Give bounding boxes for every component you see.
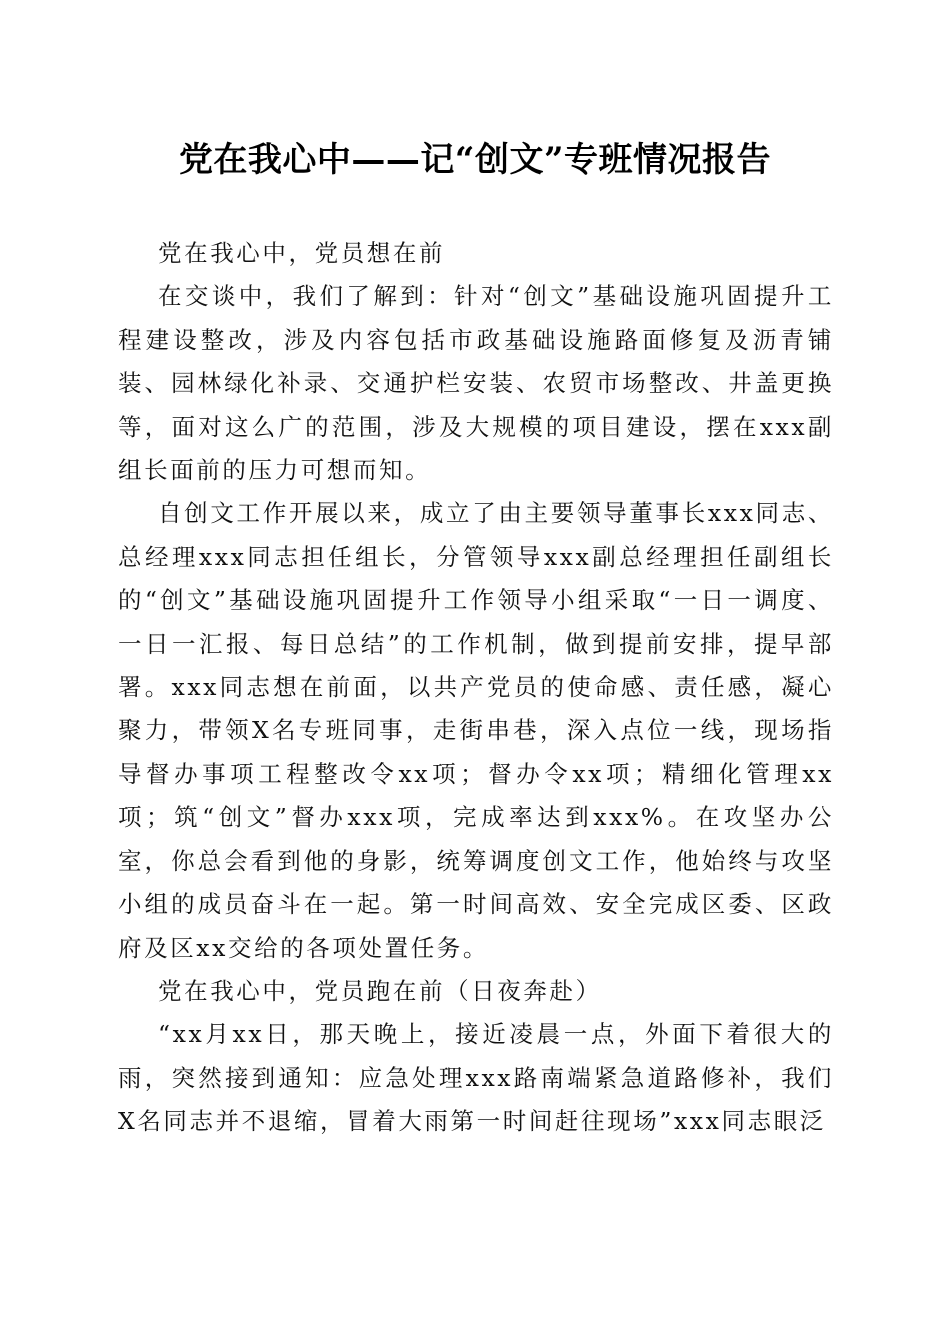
document-body bbox=[118, 232, 834, 1144]
paragraph-3: “xx月xx日，那天晚上，接近凌晨一点，外面下着很大的雨，突然接到通知：应急处理xxx路南端紧急道路修补，我们X名同志并不退缩，冒着大雨第一时间赶往现场”xxx同志眼泛 bbox=[118, 1020, 834, 1136]
document-title: 党在我心中——记“创文”专班情况报告 bbox=[178, 140, 772, 180]
section-heading-2: 党在我心中，党员跑在前（日夜奔赴） bbox=[158, 976, 602, 1005]
paragraph-1: 在交谈中，我们了解到：针对“创文”基础设施巩固提升工程建设整改，涉及内容包括市政基础设施路面修复及沥青铺装、园林绿化补录、交通护栏安装、农贸市场整改、井盖更换等，面对这么广的范围，涉及大规模的项目建设，摆在xxx副组长面前的压力可想而知。 bbox=[118, 282, 834, 485]
section-heading-1: 党在我心中，党员想在前 bbox=[158, 239, 446, 267]
paragraph-2: 自创文工作开展以来，成立了由主要领导董事长xxx同志、总经理xxx同志担任组长，分管领导xxx副总经理担任副组长的“创文”基础设施巩固提升工作领导小组采取“一日一调度、一日一汇报、每日总结”的工作机制，做到提前安排，提早部署。xxx同志想在前面，以共产党员的使命感、责任感，凝心聚力，带领X名专班同事，走街串巷，深入点位一线，现场指导督办事项工程整改令xx项；督办令xx项；精细化管理xx项；筑“创文”督办xxx项，完成率达到xxx%。在攻坚办公室，你总会看到他的身影，统筹调度创文工作，他始终与攻坚小组的成员奋斗在一起。第一时间高效、安全完成区委、区政府及区xx交给的各项处置任务。 bbox=[118, 499, 834, 962]
